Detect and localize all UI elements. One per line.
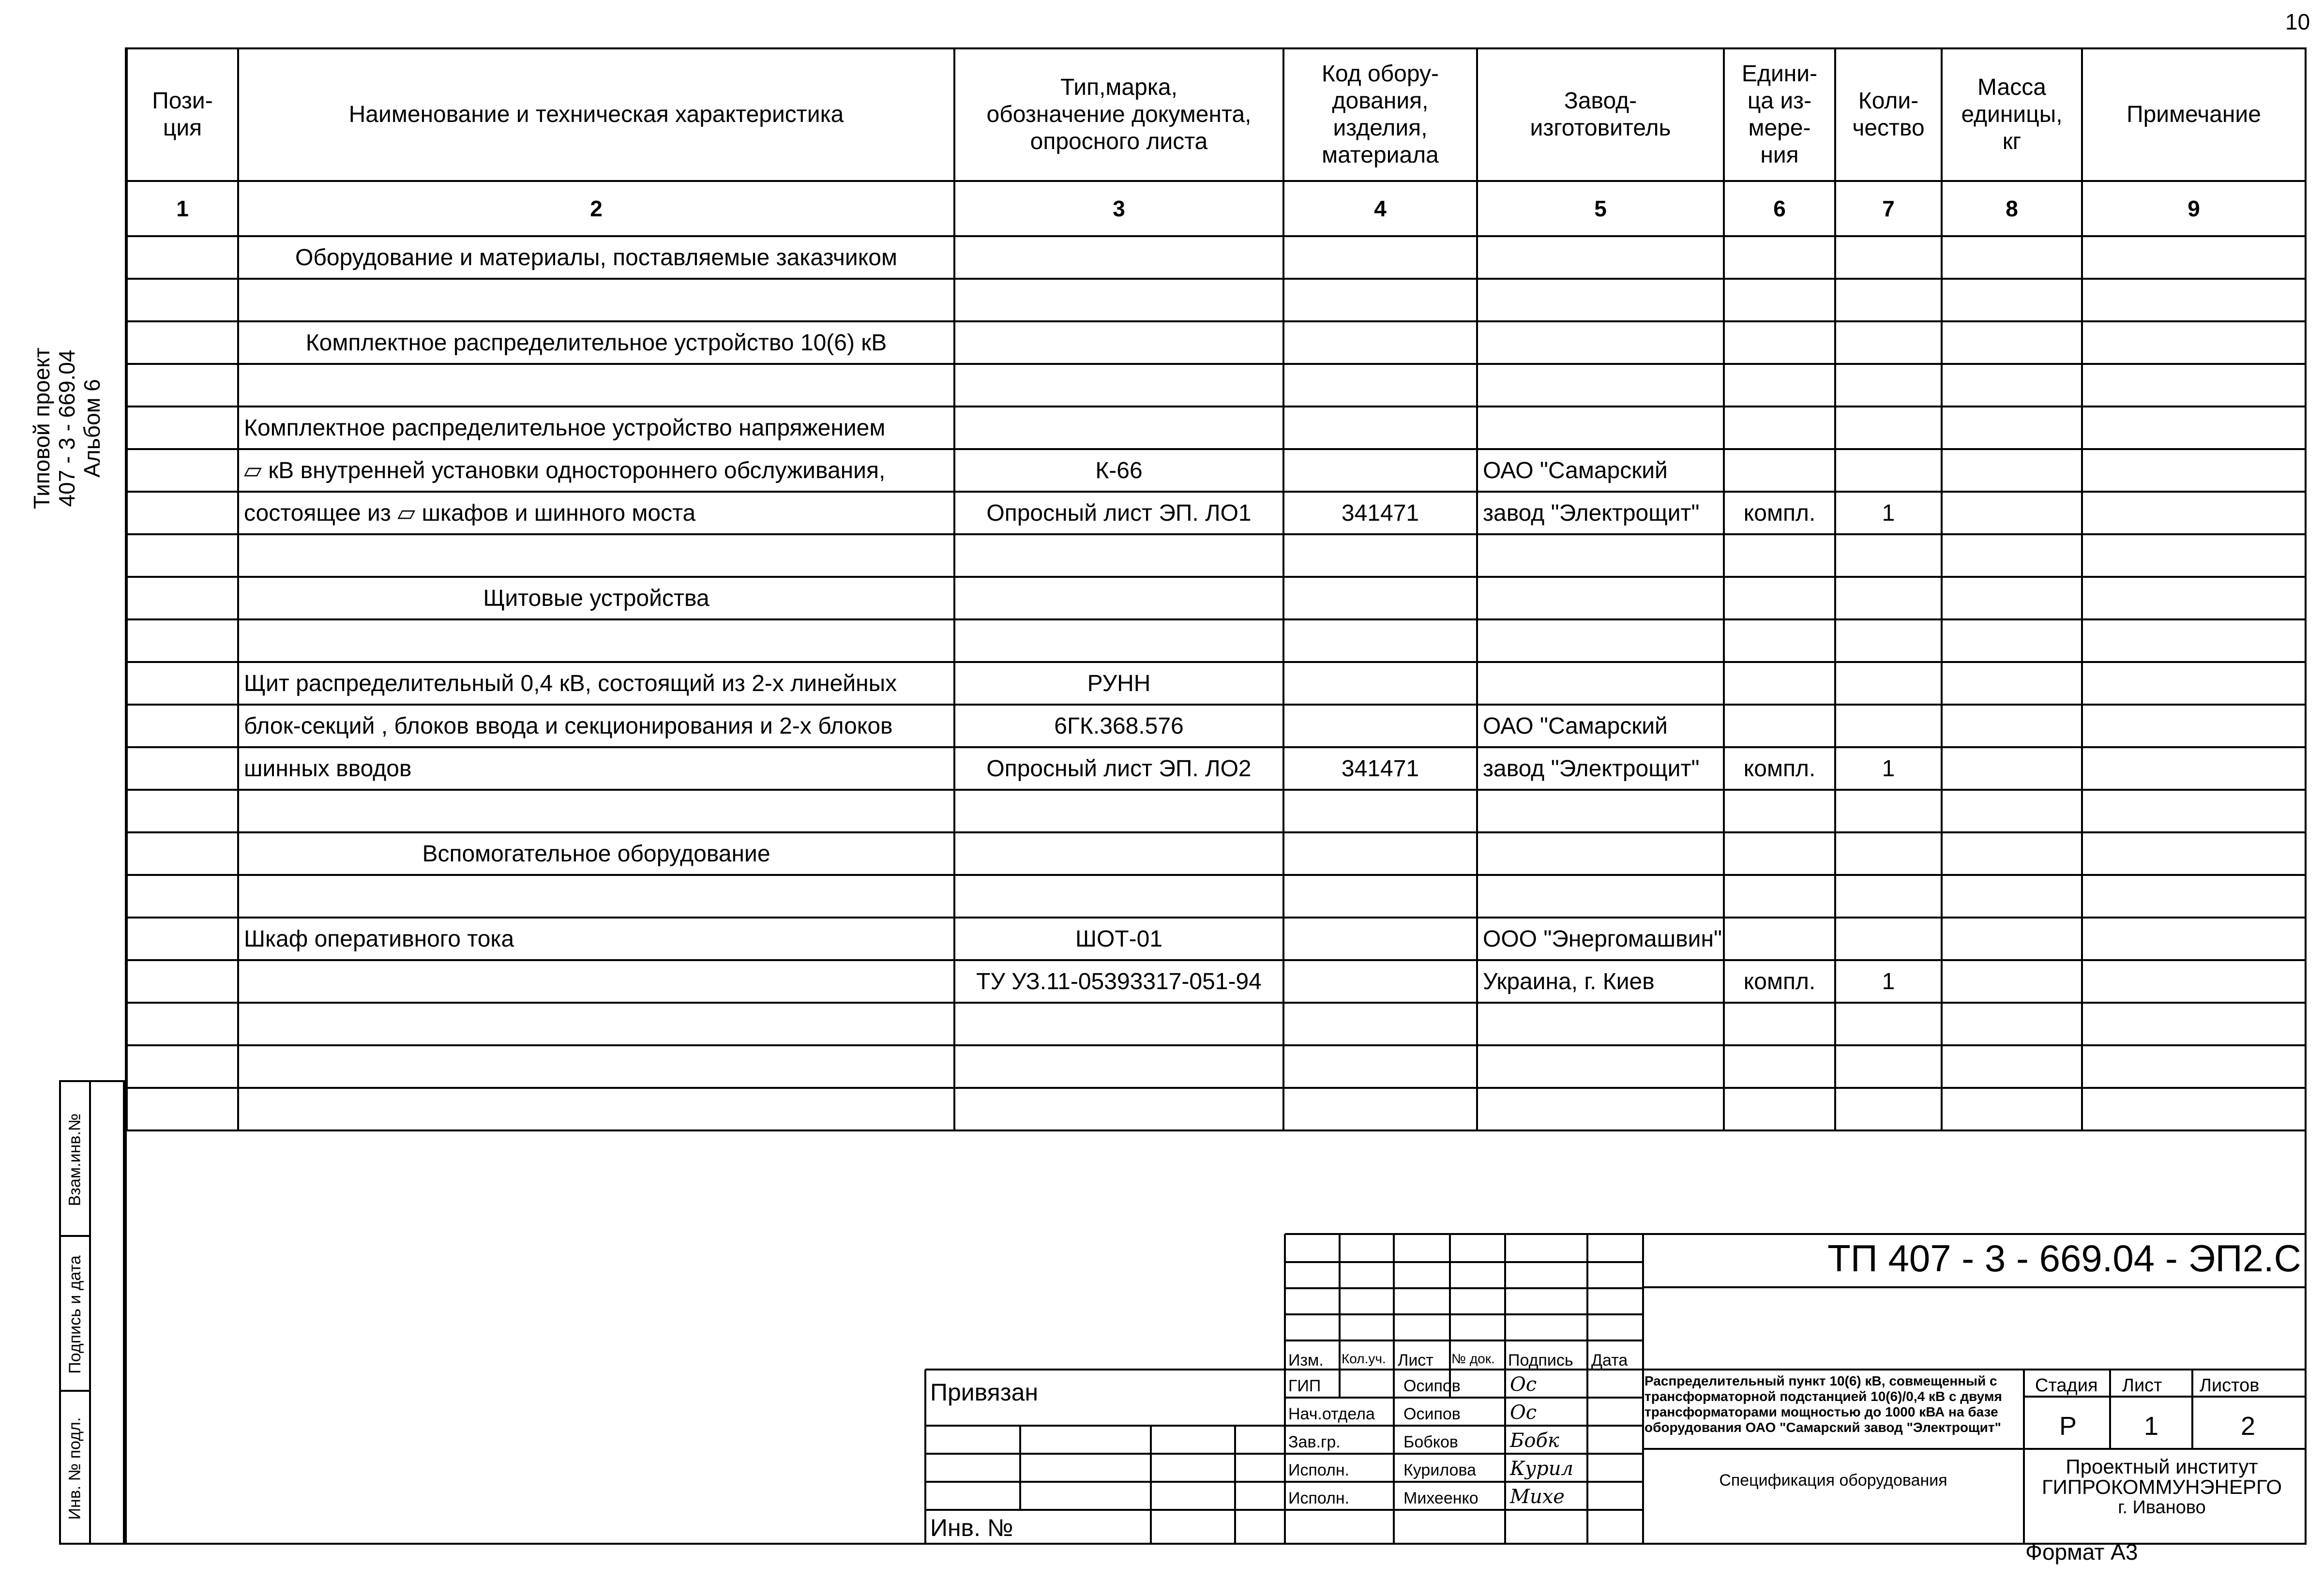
table-cell: Украина, г. Киев xyxy=(1477,960,1724,1003)
signature: Михе xyxy=(1510,1486,1565,1508)
signature: Ос xyxy=(1510,1401,1537,1424)
table-cell: шинных вводов xyxy=(238,747,954,790)
column-number: 6 xyxy=(1724,181,1835,236)
table-cell: 1 xyxy=(1835,747,1942,790)
tb-col-izm: Изм. xyxy=(1288,1351,1324,1370)
table-cell: Комплектное распределительное устройство напряжением xyxy=(238,407,954,449)
tb-col-n-dok: № док. xyxy=(1451,1351,1495,1366)
table-cell: Комплектное распределительное устройство 10(6) кВ xyxy=(238,321,954,364)
institute-line1: Проектный институт xyxy=(2066,1455,2258,1478)
signature: Курил xyxy=(1510,1458,1573,1480)
table-cell: блок-секций , блоков ввода и секционирования и 2-х блоков xyxy=(238,705,954,747)
column-number: 2 xyxy=(238,181,954,236)
table-cell: компл. xyxy=(1724,492,1835,534)
table-cell: Вспомогательное оборудование xyxy=(238,832,954,875)
sheet-title: Спецификация оборудования xyxy=(1719,1471,1947,1490)
page-number: 10 xyxy=(2285,9,2310,34)
sheet-label: Лист xyxy=(2122,1375,2162,1396)
table-cell: ▱ кВ внутренней установки одностороннего обслуживания, xyxy=(238,449,954,492)
document-designation: ТП 407 - 3 - 669.04 - ЭП2.С xyxy=(1827,1237,2301,1280)
tb-col-list: Лист xyxy=(1398,1351,1433,1370)
table-cell: завод "Электрощит" xyxy=(1477,492,1724,534)
header-mass: Масса единицы, кг xyxy=(1942,48,2082,181)
format-label: Формат А3 xyxy=(2025,1539,2138,1565)
table-cell: состоящее из ▱ шкафов и шинного моста xyxy=(238,492,954,534)
column-number: 7 xyxy=(1835,181,1942,236)
sheets-value: 2 xyxy=(2241,1412,2256,1441)
tb-role: ГИП xyxy=(1288,1377,1321,1395)
table-cell: ШОТ-01 xyxy=(954,918,1283,960)
table-cell: завод "Электрощит" xyxy=(1477,747,1724,790)
column-number: 8 xyxy=(1942,181,2082,236)
table-cell: 1 xyxy=(1835,960,1942,1003)
header-manufacturer: Завод- изготовитель xyxy=(1477,48,1724,181)
table-cell: ТУ УЗ.11-05393317-051-94 xyxy=(954,960,1283,1003)
tb-name: Осипов xyxy=(1403,1405,1461,1423)
column-number: 5 xyxy=(1477,181,1724,236)
stamp-label-replacement: Взам.инв.№ xyxy=(65,1113,84,1206)
header-quantity: Коли- чество xyxy=(1835,48,1942,181)
tb-col-kol-uch: Кол.уч. xyxy=(1342,1351,1386,1366)
stamp-label-signature-date: Подпись и дата xyxy=(65,1255,84,1374)
table-cell: Щит распределительный 0,4 кВ, состоящий из 2-х линейных xyxy=(238,662,954,705)
stamp-label-inventory: Инв. № подл. xyxy=(65,1417,84,1520)
table-cell: Опросный лист ЭП. ЛО2 xyxy=(954,747,1283,790)
header-position: Пози- ция xyxy=(127,48,238,181)
table-cell: 341471 xyxy=(1283,492,1477,534)
sheets-label: Листов xyxy=(2200,1375,2260,1396)
tb-name: Осипов xyxy=(1403,1377,1461,1395)
header-note: Примечание xyxy=(2082,48,2306,181)
table-cell: РУНН xyxy=(954,662,1283,705)
table-cell: ОАО "Самарский xyxy=(1477,705,1724,747)
table-cell: компл. xyxy=(1724,960,1835,1003)
tb-role: Исполн. xyxy=(1288,1489,1350,1507)
header-code: Код обору- дования, изделия, материала xyxy=(1283,48,1477,181)
tb-role: Исполн. xyxy=(1288,1461,1350,1479)
tb-name: Михеенко xyxy=(1403,1489,1478,1507)
tb-role: Нач.отдела xyxy=(1288,1405,1375,1423)
header-unit: Едини- ца из- мере- ния xyxy=(1724,48,1835,181)
signature: Бобк xyxy=(1510,1430,1559,1452)
inventory-number-label: Инв. № xyxy=(930,1514,1013,1541)
privyazan-label: Привязан xyxy=(930,1379,1039,1406)
header-type: Тип,марка, обозначение документа, опросного листа xyxy=(954,48,1283,181)
institute-line3: г. Иваново xyxy=(2118,1497,2206,1518)
signature: Ос xyxy=(1510,1373,1537,1396)
tb-role: Зав.гр. xyxy=(1288,1433,1341,1451)
column-number: 4 xyxy=(1283,181,1477,236)
tb-col-data: Дата xyxy=(1591,1351,1628,1370)
table-cell: 6ГК.368.576 xyxy=(954,705,1283,747)
table-cell: Щитовые устройства xyxy=(238,577,954,619)
tb-col-podpis: Подпись xyxy=(1508,1351,1573,1370)
project-description: Распределительный пункт 10(6) кВ, совмещенный с трансформаторной подстанцией 10(6)/0,4 кВ с двумя трансформаторами мощностью до 1000 кВА на базе оборудования ОАО "Самарский завод "Электрощит" xyxy=(1644,1373,2002,1435)
header-name: Наименование и техническая характеристика xyxy=(238,48,954,181)
table-cell: ОАО "Самарский xyxy=(1477,449,1724,492)
column-number: 3 xyxy=(954,181,1283,236)
column-number: 1 xyxy=(127,181,238,236)
institute xyxy=(2024,1457,2300,1518)
stage-value: Р xyxy=(2059,1412,2077,1441)
table-cell: 341471 xyxy=(1283,747,1477,790)
table-cell: Опросный лист ЭП. ЛО1 xyxy=(954,492,1283,534)
column-number: 9 xyxy=(2082,181,2306,236)
side-title-line1: Типовой проект xyxy=(29,347,54,509)
tb-name: Курилова xyxy=(1403,1461,1477,1479)
table-cell: К-66 xyxy=(954,449,1283,492)
side-title-line3: Альбом 6 xyxy=(79,379,105,478)
table-cell: Оборудование и материалы, поставляемые заказчиком xyxy=(238,236,954,279)
table-cell: Шкаф оперативного тока xyxy=(238,918,954,960)
institute-line2: ГИПРОКОММУНЭНЕРГО xyxy=(2041,1476,2282,1498)
tb-name: Бобков xyxy=(1403,1433,1458,1451)
table-cell: ООО "Энергомашвин" xyxy=(1477,918,1724,960)
side-title-line2: 407 - 3 - 669.04 xyxy=(54,349,79,507)
sheet-value: 1 xyxy=(2144,1412,2159,1441)
stage-label: Стадия xyxy=(2035,1375,2098,1396)
table-cell: компл. xyxy=(1724,747,1835,790)
table-cell: 1 xyxy=(1835,492,1942,534)
